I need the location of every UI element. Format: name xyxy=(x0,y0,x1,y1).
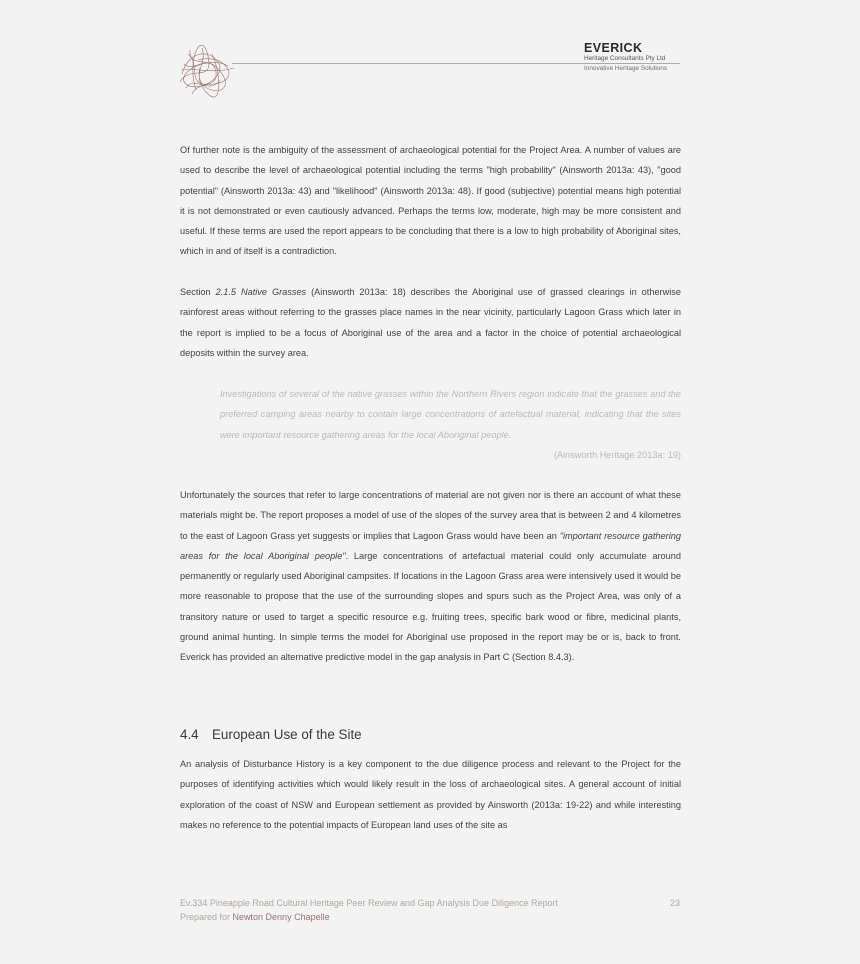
section-number: 4.4 xyxy=(180,727,199,742)
footer-report-title: Ev.334 Pineapple Road Cultural Heritage Peer Review and Gap Analysis Due Diligence Report xyxy=(180,898,559,908)
section-reference: 2.1.5 Native Grasses xyxy=(215,287,307,297)
everick-scribble-logo-icon xyxy=(178,44,240,100)
page-number: 23 xyxy=(669,898,680,908)
paragraph-native-grasses xyxy=(180,282,681,363)
paragraph-text: Unfortunately the sources that refer to large concentrations of material are not given nor is there an account of what these materials might be. The report proposes a model of use of the slopes of the survey area that is between 2 and 4 kilometres to the east of Lagoon Grass yet suggests or implies that Lagoon Grass would have been an xyxy=(180,490,681,541)
section-title: European Use of the Site xyxy=(212,727,362,742)
footer-client-name: Newton Denny Chapelle xyxy=(232,912,330,922)
quote-citation: (Ainsworth Heritage 2013a: 19) xyxy=(553,450,681,460)
footer-prepared-prefix: Prepared for xyxy=(180,912,233,922)
paragraph-text: (Ainsworth 2013a: 18) describes the Aboriginal use of grassed clearings in otherwise rainforest areas without referring to the grasses place names in the near vicinity, particularly Lagoon Grass which later in the report is implied to be a focus of Aboriginal use of the area and a factor in the choice of potential archaeological deposits within the survey area. xyxy=(180,287,681,358)
brand-block xyxy=(584,42,680,73)
brand-name: EVERICK xyxy=(584,41,643,55)
block-quote: Investigations of several of the native grasses within the Northern Rivers region indicate that the grasses and the preferred camping areas nearby to contain large concentrations of artefactual material, indicating that the sites were important resource gathering areas for the local Aboriginal people. xyxy=(220,389,681,440)
paragraph-disturbance-history: An analysis of Disturbance History is a key component to the due diligence process and relevant to the Project for the purposes of identifying activities which would likely result in the loss of archaeological sites. A general account of initial exploration of the coast of NSW and European settlement as provided by Ainsworth (2013a: 19-22) and while interesting makes no reference to the potential impacts of European land uses of the site as xyxy=(180,759,681,830)
paragraph-text: . Large concentrations of artefactual material could only accumulate around permanently or regularly used Aboriginal campsites. If locations in the Lagoon Grass area were intensively used it would be more reasonable to propose that the use of the surrounding slopes and spurs such as the Project Area, was only of a transitory nature or used to target a specific resource e.g. fruiting trees, specific bark wood or fibre, medicinal plants, ground animal hunting. In simple terms the model for Aboriginal use proposed in the report may be or is, back to front. Everick has provided an alternative predictive model in the gap analysis in Part C (Section 8.4.3). xyxy=(180,550,681,663)
brand-subtitle: Heritage Consultants Pty Ltd xyxy=(584,55,666,62)
paragraph-sources-critique xyxy=(180,485,681,668)
footer-prepared-for xyxy=(180,911,330,924)
brand-tagline: Innovative Heritage Solutions xyxy=(584,65,668,72)
section-heading xyxy=(180,725,362,745)
paragraph-potential-ambiguity: Of further note is the ambiguity of the assessment of archaeological potential for the Project Area. A number of values are used to describe the level of archaeological potential including the terms "high probability" (Ainsworth 2013a: 43), "good potential" (Ainsworth 2013a: 43) and "likelihood" (Ainsworth 2013a: 48). If good (subjective) potential means high potential it is not demonstrated or even cautiously advanced. Perhaps the terms low, moderate, high may be more consistent and useful. If these terms are used the report appears to be concluding that there is a low to high probability of Aboriginal sites, which in and of itself is a contradiction. xyxy=(180,145,681,257)
inline-quote: "important resource gathering areas for the local Aboriginal people" xyxy=(180,530,681,561)
paragraph-text: Section xyxy=(180,287,216,297)
